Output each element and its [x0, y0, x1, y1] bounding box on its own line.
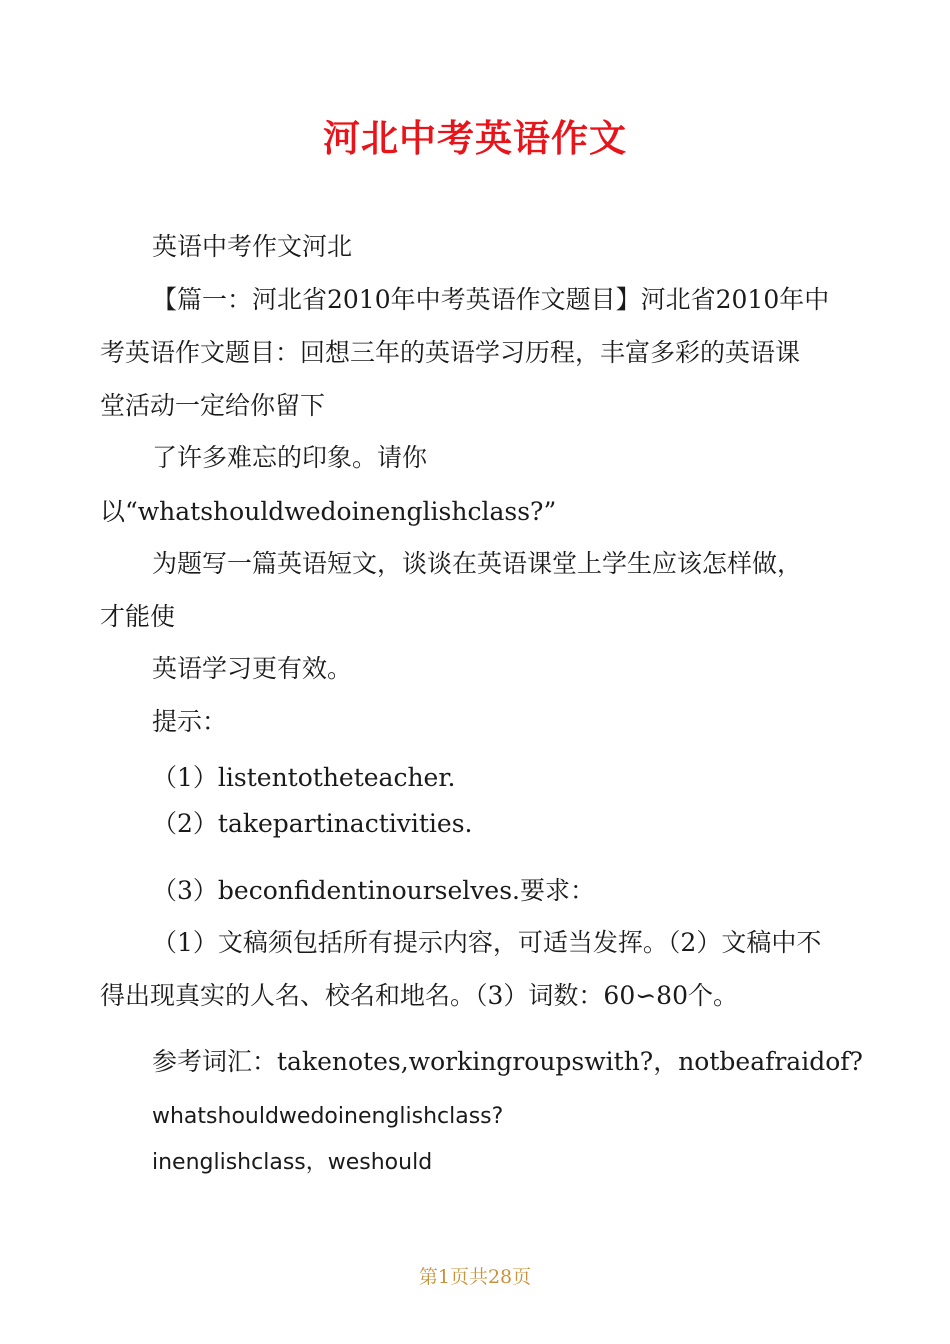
body-line: 才能使 [100, 602, 176, 631]
body-line: 以“whatshouldwedoinenglishclass?” [100, 497, 557, 526]
body-line: 考英语作文题目：回想三年的英语学习历程，丰富多彩的英语课 [100, 338, 801, 367]
body-line: 为题写一篇英语短文，谈谈在英语课堂上学生应该怎样做， [152, 549, 803, 578]
body-line: 提示： [152, 707, 228, 736]
requirement-line: 得出现真实的人名、校名和地名。（3）词数：60∽80个。 [100, 981, 738, 1010]
body-line: 英语学习更有效。 [152, 654, 353, 683]
body-line: 堂活动一定给你留下 [100, 391, 326, 420]
requirement-line: （1）文稿须包括所有提示内容，可适当发挥。（2）文稿中不 [152, 928, 822, 957]
hint-item: （1）listentotheteacher. [152, 763, 456, 792]
essay-body-line: inenglishclass，weshould [152, 1150, 433, 1175]
document-title: 河北中考英语作文 [323, 117, 627, 160]
hint-item: （3）beconfidentinourselves.要求： [152, 876, 595, 905]
vocabulary-line: 参考词汇：takenotes,workingroupswith?，notbeafraidof? [152, 1047, 863, 1076]
page-footer: 第1页共28页 [418, 1266, 532, 1288]
hint-item: （2）takepartinactivities. [152, 809, 473, 838]
body-line: 英语中考作文河北 [152, 232, 353, 261]
essay-title-line: whatshouldwedoinenglishclass? [152, 1104, 504, 1129]
body-line: 【篇一：河北省2010年中考英语作文题目】河北省2010年中 [152, 285, 830, 314]
body-line: 了许多难忘的印象。请你 [152, 443, 428, 472]
